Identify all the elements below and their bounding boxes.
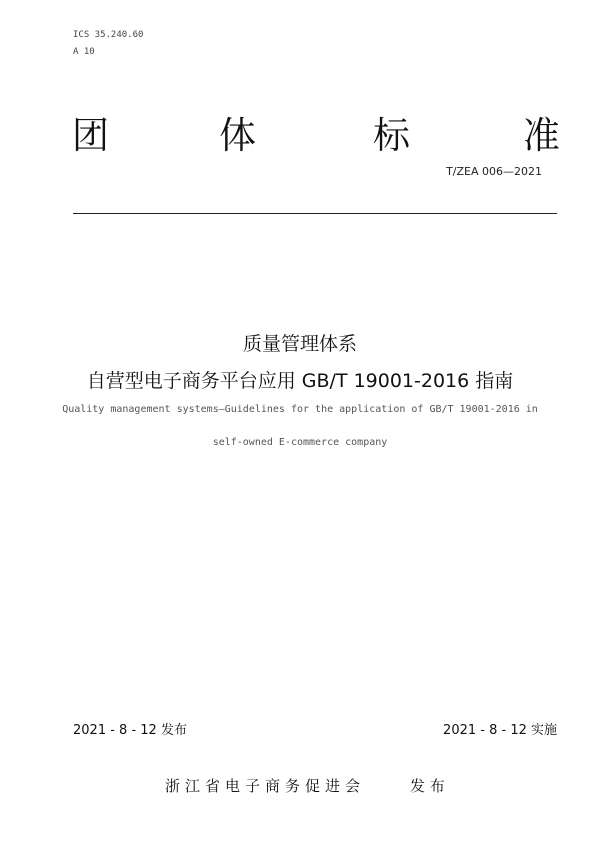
standard-type-char-3: 标 [373,114,410,157]
chinese-title-line-2: 自营型电子商务平台应用 GB/T 19001-2016 指南 [86,370,514,392]
header-divider [73,213,557,214]
standard-type-char-1: 团 [72,114,109,157]
implement-date: 2021 - 8 - 12 实施 [443,723,557,738]
issue-label: 发 布 [410,777,445,795]
english-title-line-2: self-owned E-commerce company [212,437,388,448]
ccs-code: A 10 [73,47,95,57]
standard-type-char-2: 体 [219,114,256,157]
english-title-line-1: Quality management systems—Guidelines for the application of GB/T 19001-2016 in [62,404,538,415]
standard-type-char-4: 准 [523,114,560,157]
publish-date: 2021 - 8 - 12 发布 [73,723,187,738]
chinese-title-line-1: 质量管理体系 [242,333,357,355]
issuing-organization: 浙江省电子商务促进会 [165,777,366,795]
standard-number: T/ZEA 006—2021 [446,165,542,178]
ics-code: ICS 35.240.60 [73,30,144,40]
